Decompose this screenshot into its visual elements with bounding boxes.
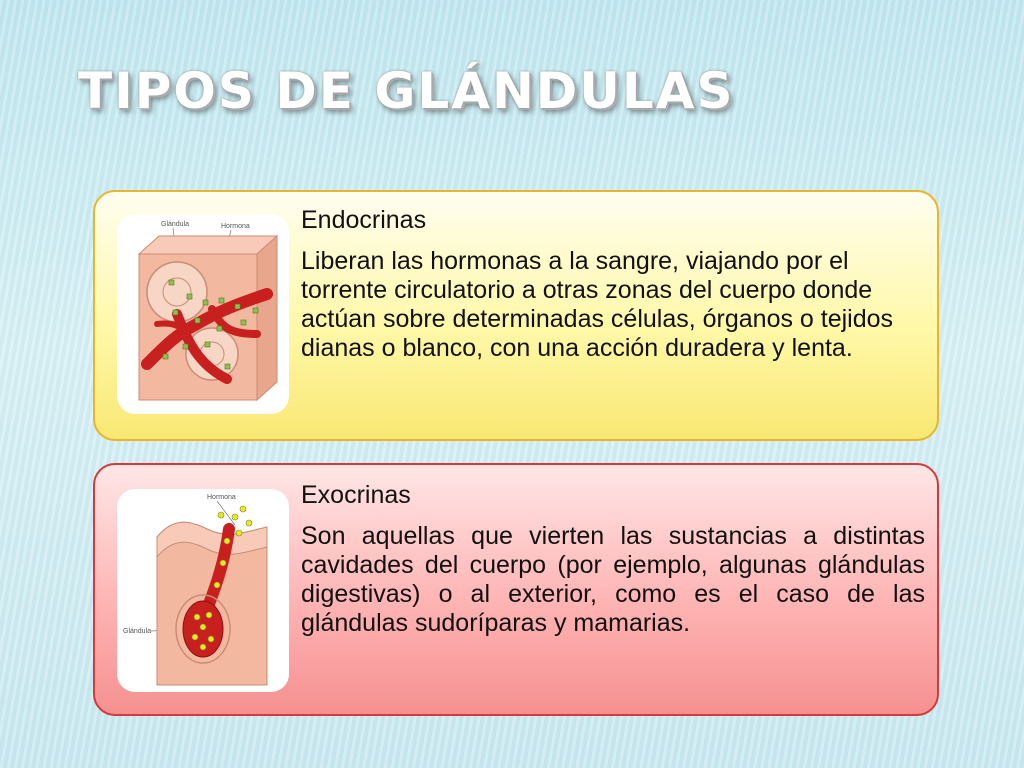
exocrine-heading: Exocrinas — [301, 481, 411, 509]
hormone-label: Hormona — [207, 494, 236, 501]
hormone-label: Hormona — [221, 223, 250, 230]
endocrine-card — [93, 190, 939, 441]
endocrine-gland-illustration — [117, 214, 289, 414]
endocrine-gland-diagram — [117, 214, 289, 414]
endocrine-text — [301, 206, 925, 363]
exocrine-card — [93, 463, 939, 716]
slide-title: TIPOS DE GLÁNDULAS — [78, 62, 735, 120]
exocrine-description: Son aquellas que vierten las sustancias a distintas cavidades del cuerpo (por ejemplo, algunas glándulas digestivas) o al exterior, como es el caso de las glándulas sudoríparas y mamarias. — [301, 522, 925, 637]
endocrine-heading: Endocrinas — [301, 206, 427, 234]
gland-label: Glándula — [161, 221, 190, 228]
endocrine-description: Liberan las hormonas a la sangre, viajando por el torrente circulatorio a otras zonas del cuerpo donde actúan sobre determinadas células, órganos o tejidos dianas o blanco, con una acción duradera y lenta. — [301, 247, 894, 362]
gland-label: Glándula — [123, 628, 152, 635]
exocrine-text — [301, 481, 925, 638]
exocrine-gland-diagram — [117, 489, 289, 692]
exocrine-gland-illustration — [117, 489, 289, 692]
